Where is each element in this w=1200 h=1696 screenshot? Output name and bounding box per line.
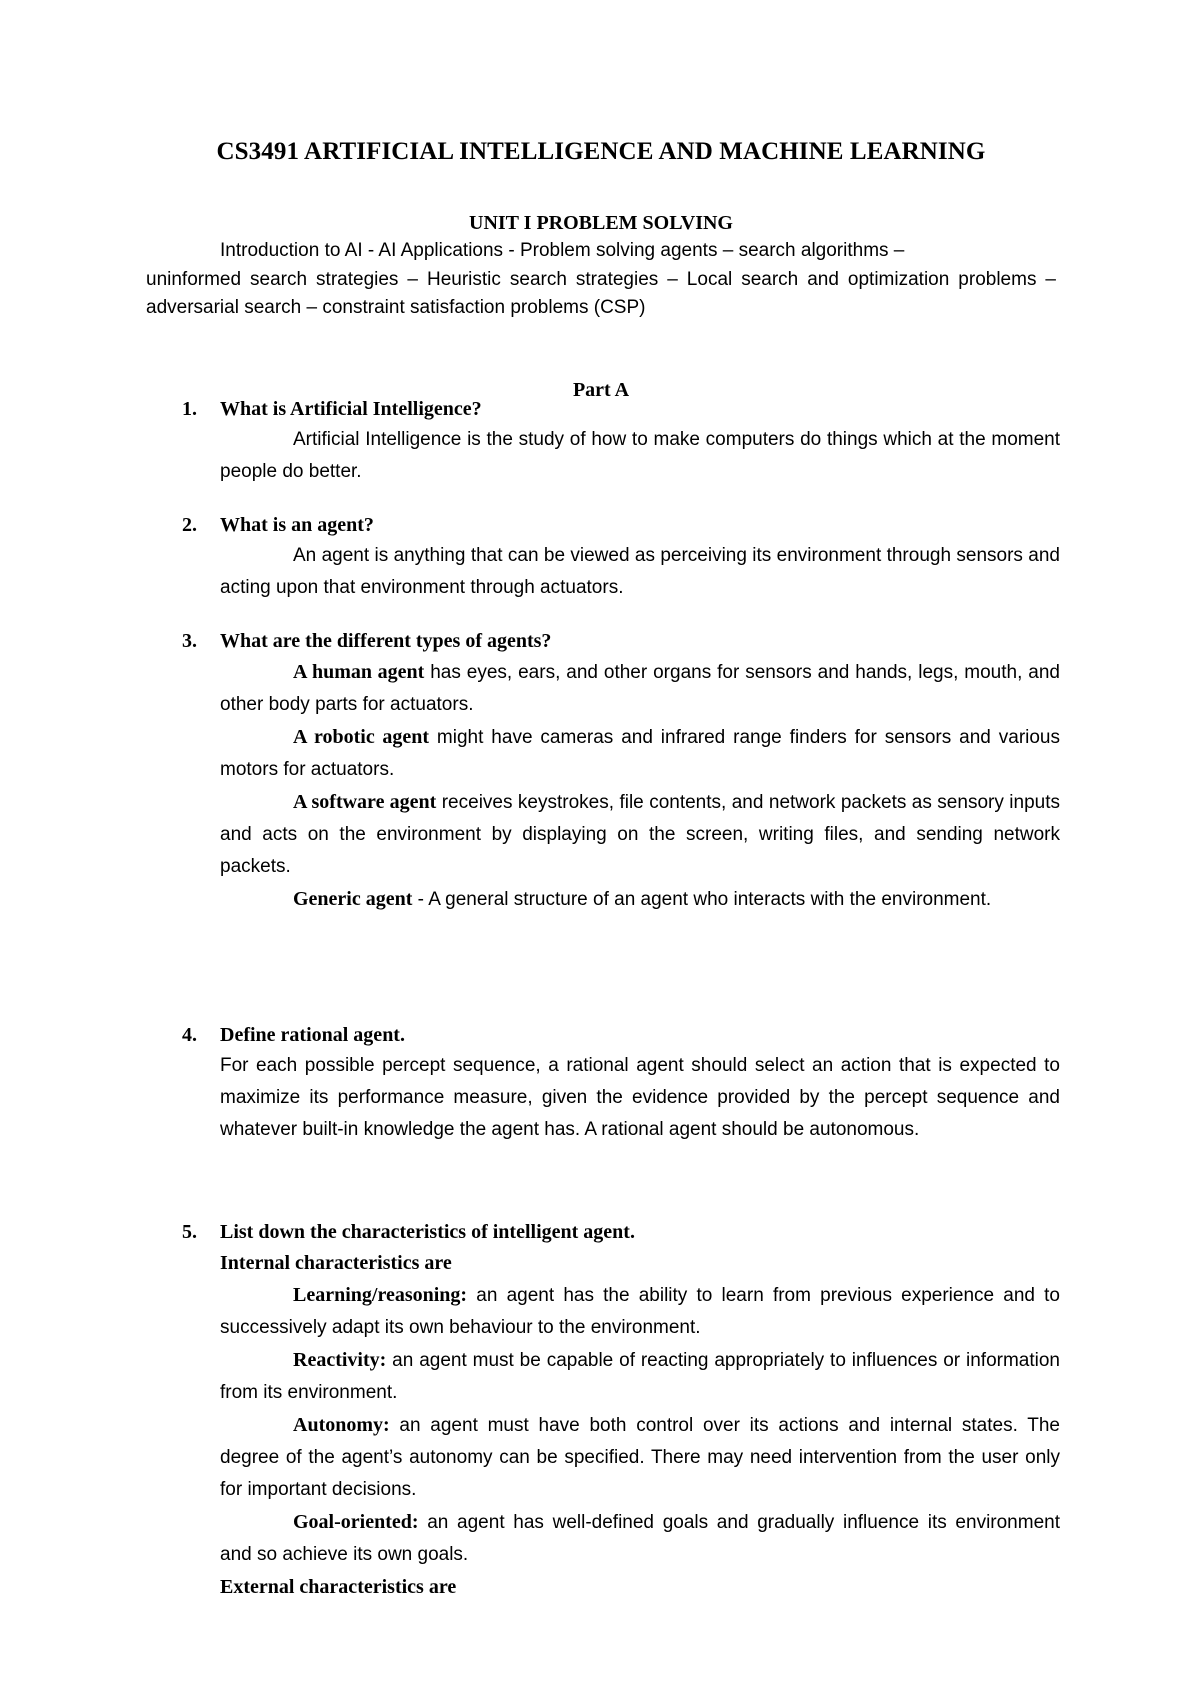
- question-text: What is an agent?: [220, 514, 374, 536]
- question-number: 1.: [182, 398, 197, 420]
- question-number: 5.: [182, 1221, 197, 1243]
- list-item: [220, 721, 1060, 786]
- internal-characteristics-heading: Internal characteristics are: [220, 1252, 452, 1274]
- item-term: Generic agent: [293, 888, 413, 910]
- answer-paragraph: For each possible percept sequence, a rational agent should select an action that is expected to maximize its performance measure, given the evidence provided by the percept sequence and whatever built-in knowledge the agent has. A rational agent should be autonomous.: [220, 1055, 1060, 1140]
- item-term: Reactivity:: [293, 1349, 387, 1371]
- item-text: an agent must be capable of reacting appropriately to influences or information from its environment.: [220, 1350, 1060, 1403]
- syllabus-rest: uninformed search strategies – Heuristic search strategies – Local search and optimization problems – adversarial search – constraint satisfaction problems (CSP): [146, 268, 1056, 318]
- list-item: [220, 786, 1060, 883]
- document-title: CS3491 ARTIFICIAL INTELLIGENCE AND MACHINE LEARNING: [216, 138, 986, 165]
- question-text: Define rational agent.: [220, 1024, 405, 1046]
- item-text: has eyes, ears, and other organs for sensors and hands, legs, mouth, and other body parts for actuators.: [220, 662, 1060, 715]
- answer-list: [220, 1247, 1060, 1603]
- answer-paragraph: Artificial Intelligence is the study of how to make computers do things which at the moment people do better.: [220, 429, 1060, 482]
- answer-paragraph: An agent is anything that can be viewed as perceiving its environment through sensors and acting upon that environment through actuators.: [220, 545, 1060, 598]
- question-text: List down the characteristics of intelligent agent.: [220, 1221, 635, 1243]
- syllabus-first-line: Introduction to AI - AI Applications - Problem solving agents – search algorithms –: [220, 240, 905, 261]
- item-text: might have cameras and infrared range finders for sensors and various motors for actuators.: [220, 727, 1061, 780]
- list-item: [220, 883, 1060, 916]
- answer-list: [220, 656, 1060, 916]
- item-text: an agent has the ability to learn from previous experience and to successively adapt its own behaviour to the environment.: [220, 1285, 1060, 1338]
- part-heading: Part A: [572, 379, 630, 401]
- item-text: receives keystrokes, file contents, and network packets as sensory inputs and acts on the environment by displaying on the screen, writing files, and sending network packets.: [220, 792, 1060, 877]
- answer-text: [220, 1050, 1060, 1146]
- item-text: an agent must have both control over its actions and internal states. The degree of the agent’s autonomy can be specified. There may need intervention from the user only for important decisions.: [220, 1415, 1060, 1500]
- question-number: 4.: [182, 1024, 197, 1046]
- item-text: an agent has well-defined goals and gradually influence its environment and so achieve its own goals.: [220, 1512, 1060, 1565]
- list-item: [220, 656, 1060, 721]
- item-term: A human agent: [293, 661, 425, 683]
- item-term: A software agent: [293, 791, 437, 813]
- question-number: 3.: [182, 630, 197, 652]
- syllabus-paragraph: [146, 237, 1056, 323]
- list-item: [220, 1506, 1060, 1571]
- answer-text: [220, 540, 1060, 604]
- question-text: What is Artificial Intelligence?: [220, 398, 482, 420]
- unit-heading: UNIT I PROBLEM SOLVING: [469, 212, 733, 234]
- item-text: - A general structure of an agent who interacts with the environment.: [412, 889, 992, 910]
- item-term: Learning/reasoning:: [293, 1284, 468, 1306]
- item-term: A robotic agent: [293, 726, 430, 748]
- answer-text: [220, 424, 1060, 488]
- item-term: Autonomy:: [293, 1414, 390, 1436]
- external-characteristics-heading: External characteristics are: [220, 1576, 457, 1598]
- question-text: What are the different types of agents?: [220, 630, 552, 652]
- question-number: 2.: [182, 514, 197, 536]
- list-item: [220, 1279, 1060, 1344]
- item-term: Goal-oriented:: [293, 1511, 419, 1533]
- list-item: [220, 1409, 1060, 1506]
- list-item: [220, 1344, 1060, 1409]
